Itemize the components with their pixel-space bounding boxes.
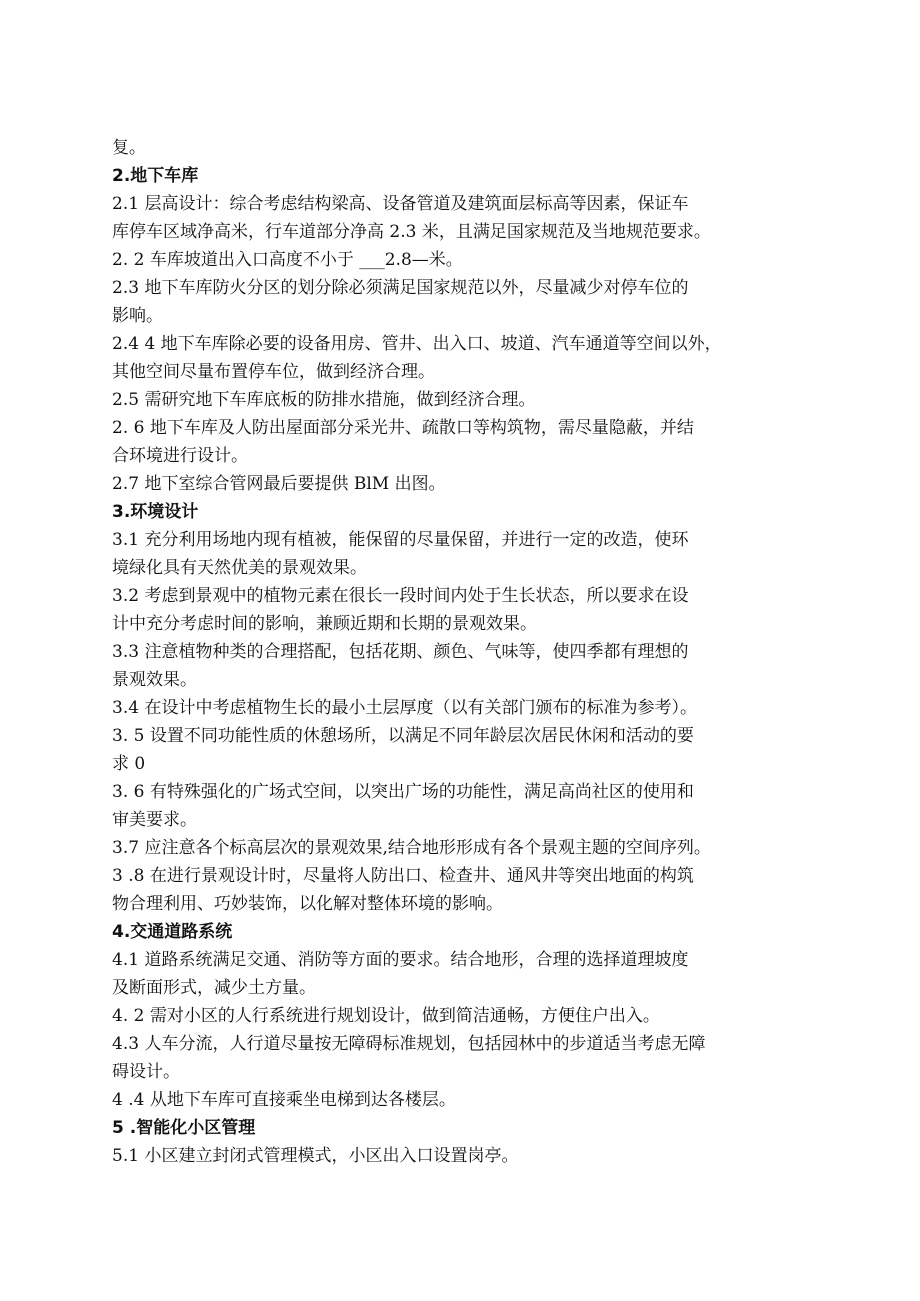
- body-text-line: 计中充分考虑时间的影响，兼顾近期和长期的景观效果。: [112, 614, 537, 634]
- section-heading: 3.环境设计: [112, 502, 199, 522]
- body-text-line: 2.1 层高设计：综合考虑结构梁高、设备管道及建筑面层标高等因素，保证车: [112, 194, 689, 214]
- body-text-line: 2. 6 地下车库及人防出屋面部分采光井、疏散口等构筑物，需尽量隐蔽，并结: [112, 418, 694, 438]
- body-text-line: 3.3 注意植物种类的合理搭配，包括花期、颜色、气味等，使四季都有理想的: [112, 642, 689, 662]
- body-text-line: 3.4 在设计中考虑植物生长的最小土层厚度（以有关部门颁布的标准为参考）。: [112, 698, 697, 718]
- body-text-line: 库停车区域净高米，行车道部分净高 2.3 米，且满足国家规范及当地规范要求。: [112, 222, 711, 242]
- body-text-line: 4.3 人车分流，人行道尽量按无障碍标准规划，包括园林中的步道适当考虑无障: [112, 1034, 706, 1054]
- body-text-line: 4.1 道路系统满足交通、消防等方面的要求。结合地形，合理的选择道理坡度: [112, 950, 689, 970]
- body-text-line: 2.3 地下车库防火分区的划分除必须满足国家规范以外，尽量减少对停车位的: [112, 278, 689, 298]
- body-text-line: 境绿化具有天然优美的景观效果。: [112, 558, 367, 578]
- body-text-line: 及断面形式，减少土方量。: [112, 978, 316, 998]
- body-text-line: 审美要求。: [112, 810, 197, 830]
- section-heading: 4.交通道路系统: [112, 922, 233, 942]
- body-text-line: 3.1 充分利用场地内现有植被，能保留的尽量保留，并进行一定的改造，使环: [112, 530, 689, 550]
- body-text-line: 碍设计。: [112, 1062, 180, 1082]
- body-text-line: 3. 5 设置不同功能性质的休憩场所，以满足不同年龄层次居民休闲和活动的要: [112, 726, 694, 746]
- section-heading: 2.地下车库: [112, 166, 199, 186]
- body-text-line: 合环境进行设计。: [112, 446, 248, 466]
- body-text-line: 物合理利用、巧妙装饰，以化解对整体环境的影响。: [112, 894, 503, 914]
- body-text-line: 4 .4 从地下车库可直接乘坐电梯到达各楼层。: [112, 1090, 456, 1110]
- document-body: [112, 134, 824, 1170]
- body-text-line: 复。: [112, 138, 146, 158]
- body-text-line: 2. 2 车库坡道出入口高度不小于 ___2.8—米。: [112, 250, 463, 270]
- body-text-line: 2.4 4 地下车库除必要的设备用房、管井、出入口、坡道、汽车通道等空间以外，: [112, 334, 722, 354]
- body-text-line: 其他空间尽量布置停车位，做到经济合理。: [112, 362, 435, 382]
- body-text-line: 3 .8 在进行景观设计时，尽量将人防出口、检查井、通风井等突出地面的构筑: [112, 866, 694, 886]
- section-heading: 5 .智能化小区管理: [112, 1118, 256, 1138]
- body-text-line: 3.2 考虑到景观中的植物元素在很长一段时间内处于生长状态，所以要求在设: [112, 586, 689, 606]
- body-text-line: 4. 2 需对小区的人行系统进行规划设计，做到简洁通畅，方便住户出入。: [112, 1006, 660, 1026]
- body-text-line: 景观效果。: [112, 670, 197, 690]
- body-text-line: 3.7 应注意各个标高层次的景观效果,结合地形形成有各个景观主题的空间序列。: [112, 838, 711, 858]
- body-text-line: 2.5 需研究地下车库底板的防排水措施，做到经济合理。: [112, 390, 536, 410]
- body-text-line: 3. 6 有特殊强化的广场式空间，以突出广场的功能性，满足高尚社区的使用和: [112, 782, 694, 802]
- body-text-line: 2.7 地下室综合管网最后要提供 BlM 出图。: [112, 474, 446, 494]
- body-text-line: 影响。: [112, 306, 163, 326]
- body-text-line: 求 0: [112, 754, 146, 774]
- body-text-line: 5.1 小区建立封闭式管理模式，小区出入口设置岗亭。: [112, 1146, 519, 1166]
